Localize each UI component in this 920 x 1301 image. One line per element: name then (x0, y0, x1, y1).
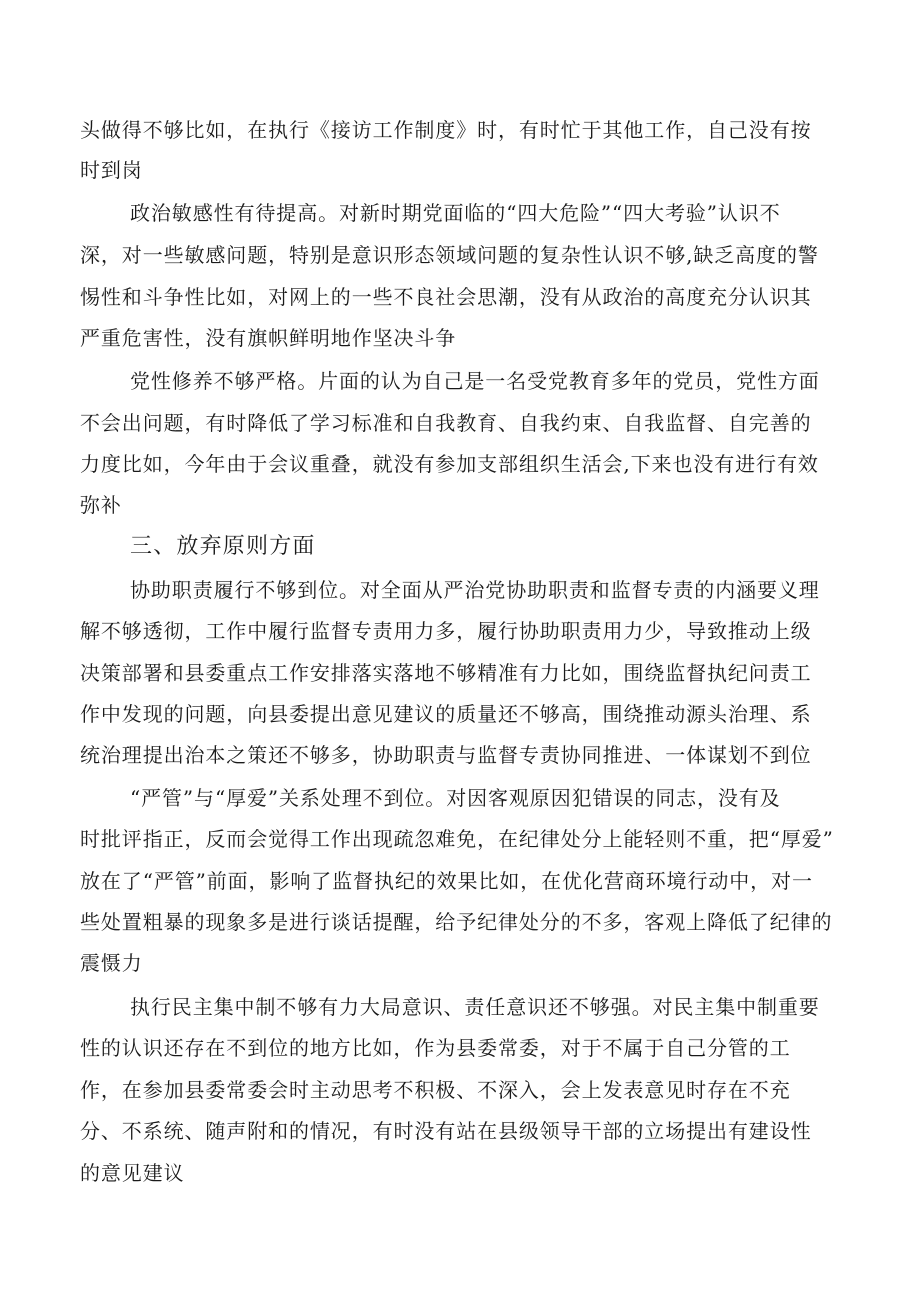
text-line: 时到岗 (80, 158, 143, 182)
text-line: 分、不系统、随声附和的情况，有时没有站在县级领导干部的立场提出有建设性 (80, 1119, 812, 1143)
text-line: 解不够透彻，工作中履行监督专责用力多，履行协助职责用力少，导致推动上级 (80, 619, 812, 643)
paragraph-start: 协助职责履行不够到位。对全面从严治党协助职责和监督专责的内涵要义理 (130, 578, 820, 602)
text-line: 弥补 (80, 493, 122, 517)
text-line: 决策部署和县委重点工作安排落实落地不够精准有力比如，围绕监督执纪问责工 (80, 661, 812, 685)
text-line: 放在了“严管”前面，影响了监督执纪的效果比如，在优化营商环境行动中，对一 (80, 869, 813, 893)
text-line: 不会出问题，有时降低了学习标准和自我教育、自我约束、自我监督、自完善的 (80, 411, 812, 435)
paragraph-start: “严管”与“厚爱”关系处理不到位。对因客观原因犯错误的同志，没有及 (130, 786, 781, 810)
text-line: 头做得不够比如，在执行《接访工作制度》时，有时忙于其他工作，自己没有按 (80, 118, 812, 142)
text-line: 的意见建议 (80, 1161, 185, 1185)
paragraph-start: 党性修养不够严格。片面的认为自己是一名受党教育多年的党员，党性方面 (130, 369, 820, 393)
text-line: 时批评指正，反而会觉得工作出现疏忽难免，在纪律处分上能轻则不重，把“厚爱” (80, 827, 834, 851)
text-line: 些处置粗暴的现象多是进行谈话提醒，给予纪律处分的不多，客观上降低了纪律的 (80, 910, 833, 934)
text-line: 作，在参加县委常委会时主动思考不积极、不深入，会上发表意见时存在不充 (80, 1078, 791, 1102)
paragraph-start: 执行民主集中制不够有力大局意识、责任意识还不够强。对民主集中制重要 (130, 995, 820, 1019)
text-line: 严重危害性，没有旗帜鲜明地作坚决斗争 (80, 326, 457, 350)
text-line: 力度比如，今年由于会议重叠，就没有参加支部组织生活会,下来也没有进行有效 (80, 452, 819, 476)
text-line: 性的认识还存在不到位的地方比如，作为县委常委，对于不属于自己分管的工 (80, 1036, 791, 1060)
text-line: 作中发现的问题，向县委提出意见建议的质量还不够高，围绕推动源头治理、系 (80, 702, 812, 726)
paragraph-start: 政治敏感性有待提高。对新时期党面临的“四大危险”“四大考验”认识不 (130, 201, 781, 225)
text-line: 深，对一些敏感问题，特别是意识形态领域问题的复杂性认识不够,缺乏高度的警 (80, 243, 819, 267)
text-line: 惕性和斗争性比如，对网上的一些不良社会思潮，没有从政治的高度充分认识其 (80, 285, 812, 309)
text-line: 统治理提出治本之策还不够多，协助职责与监督专责协同推进、一体谋划不到位 (80, 743, 812, 767)
section-heading: 三、放弃原则方面 (130, 534, 316, 559)
text-line: 震慑力 (80, 951, 143, 975)
